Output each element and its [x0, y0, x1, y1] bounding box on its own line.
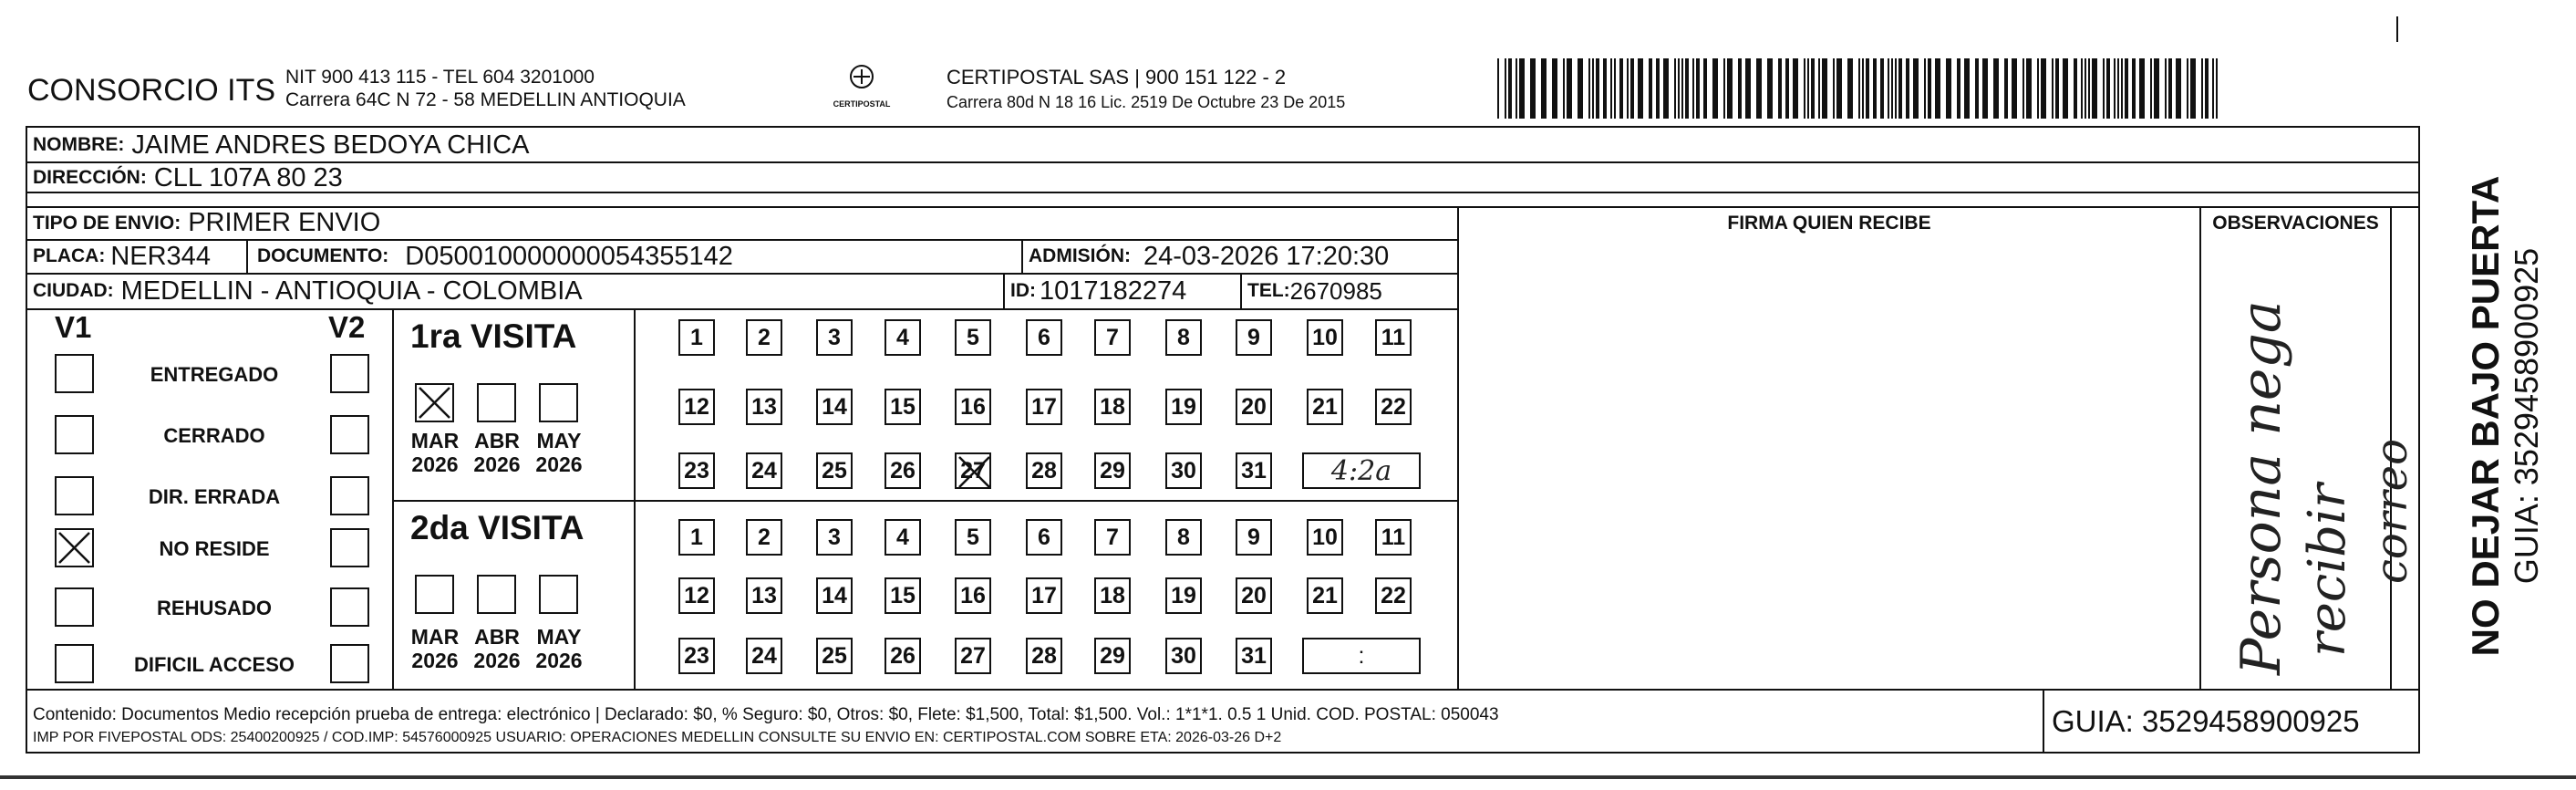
footer-line2: IMP POR FIVEPOSTAL ODS: 25400200925 / COD.IMP: 54576000925 USUARIO: OPERACIONES MEDELLIN CONSULTE SU ENVIO EN: CERTIPOSTAL.COM SOBRE ETA: 2026-03-26 D+2	[33, 730, 1282, 745]
barcode-bar	[1745, 58, 1751, 119]
barcode-bar	[1703, 58, 1707, 119]
barcode-bar	[1685, 58, 1689, 119]
day-box[interactable]: 2	[746, 519, 782, 556]
barcode-bar	[1858, 58, 1860, 119]
second-visit-title: 2da VISITA	[410, 509, 585, 546]
status-checkbox-v1[interactable]	[55, 587, 94, 627]
handwritten-note: correo	[2366, 439, 2417, 584]
barcode	[1497, 58, 2227, 119]
barcode-bar	[1681, 58, 1683, 119]
barcode-bar	[1738, 58, 1742, 119]
day-box[interactable]: 22	[1375, 389, 1412, 425]
status-checkbox-v2[interactable]	[330, 587, 369, 627]
handwritten-note: Persona nega	[2229, 300, 2293, 675]
barcode-bar	[1880, 58, 1884, 119]
barcode-bar	[1638, 58, 1643, 119]
day-box[interactable]: 9	[1236, 519, 1272, 556]
barcode-bar	[1627, 58, 1629, 119]
month-checkbox[interactable]	[539, 383, 578, 422]
day-box[interactable]: 22	[1375, 577, 1412, 614]
month-label: ABR 2026	[473, 429, 521, 476]
barcode-bar	[1822, 58, 1827, 119]
day-box[interactable]: 15	[885, 577, 921, 614]
id-cell	[1010, 274, 1186, 308]
barcode-bar	[1785, 58, 1789, 119]
barcode-bar	[2150, 58, 2152, 119]
day-box[interactable]: 26	[885, 638, 921, 674]
tel-label: TEL:	[1247, 280, 1290, 301]
barcode-bar	[2063, 58, 2068, 119]
carrier-info	[947, 66, 1345, 112]
day-box[interactable]: 12	[678, 577, 715, 614]
documento-label: DOCUMENTO:	[257, 245, 389, 266]
barcode-bar	[1610, 58, 1612, 119]
status-checkbox-v1[interactable]	[55, 415, 94, 454]
barcode-bar	[1946, 58, 1951, 119]
day-box[interactable]: 2	[746, 319, 782, 356]
barcode-bar	[1964, 58, 1970, 119]
placa-value: NER344	[110, 241, 211, 271]
month-checkbox[interactable]	[477, 575, 516, 614]
day-box[interactable]: 30	[1165, 452, 1202, 489]
day-box[interactable]: 18	[1094, 577, 1131, 614]
ciudad-value: MEDELLIN - ANTIOQUIA - COLOMBIA	[120, 275, 583, 306]
barcode-bar	[2212, 58, 2214, 119]
barcode-bar	[1712, 58, 1718, 119]
direccion-row	[33, 164, 343, 192]
day-box[interactable]: 11	[1375, 519, 1412, 556]
barcode-bar	[2103, 58, 2105, 119]
logo-icon	[843, 64, 880, 93]
barcode-bar	[1778, 58, 1782, 119]
status-checkbox-v2[interactable]	[330, 415, 369, 454]
barcode-bar	[2041, 58, 2046, 119]
barcode-bar	[2074, 58, 2077, 119]
day-box[interactable]: 31	[1236, 452, 1272, 489]
barcode-bar	[1588, 58, 1590, 119]
day-box[interactable]: 7	[1094, 519, 1131, 556]
barcode-bar	[1982, 58, 1988, 119]
tipo-label: TIPO DE ENVIO:	[33, 212, 181, 234]
first-visit-title: 1ra VISITA	[410, 317, 577, 355]
barcode-bar	[1928, 58, 1931, 119]
barcode-bar	[1804, 58, 1805, 119]
side-notice-line1: NO DEJAR BAJO PUERTA	[2464, 175, 2507, 657]
barcode-bar	[1592, 58, 1594, 119]
barcode-bar	[1723, 58, 1725, 119]
barcode-bar	[1619, 58, 1623, 119]
barcode-bar	[1552, 58, 1557, 119]
day-box[interactable]: 28	[1026, 638, 1062, 674]
day-box[interactable]: 10	[1307, 319, 1343, 356]
barcode-bar	[2132, 58, 2136, 119]
id-label: ID:	[1010, 280, 1036, 301]
barcode-bar	[2088, 58, 2090, 119]
barcode-bar	[1975, 58, 1979, 119]
side-notice	[2464, 97, 2555, 735]
month-checkbox[interactable]	[415, 383, 454, 422]
barcode-bar	[1656, 58, 1660, 119]
company-info-line2: Carrera 64C N 72 - 58 MEDELLIN ANTIOQUIA	[285, 89, 686, 110]
day-box[interactable]: 23	[678, 638, 715, 674]
barcode-bar	[1818, 58, 1820, 119]
handwritten-time: 4:2a	[1330, 454, 1392, 487]
day-box[interactable]: 20	[1236, 389, 1272, 425]
company-info	[285, 66, 686, 111]
barcode-bar	[1578, 58, 1583, 119]
placa-label: PLACA:	[33, 245, 106, 266]
status-checkbox-v1[interactable]	[55, 354, 94, 393]
day-box[interactable]: 4	[885, 519, 921, 556]
barcode-bar	[1756, 58, 1762, 119]
day-box[interactable]: 8	[1165, 519, 1202, 556]
barcode-bar	[1674, 58, 1676, 119]
day-box[interactable]: 31	[1236, 638, 1272, 674]
status-label: ENTREGADO	[150, 363, 279, 386]
barcode-bar	[1767, 58, 1773, 119]
day-box[interactable]: 20	[1236, 577, 1272, 614]
direccion-label: DIRECCIÓN:	[33, 167, 147, 188]
time-box[interactable]: :	[1302, 638, 1421, 674]
day-box[interactable]: 24	[746, 452, 782, 489]
day-box[interactable]: 21	[1307, 577, 1343, 614]
barcode-bar	[1924, 58, 1926, 119]
barcode-bar	[2125, 58, 2128, 119]
day-box[interactable]: 16	[955, 577, 991, 614]
barcode-bar	[1649, 58, 1652, 119]
documento-cell	[257, 240, 733, 273]
status-label: REHUSADO	[157, 597, 272, 619]
day-box[interactable]: 17	[1026, 389, 1062, 425]
day-box[interactable]: 17	[1026, 577, 1062, 614]
barcode-bar	[2037, 58, 2039, 119]
barcode-bar	[1906, 58, 1909, 119]
day-box[interactable]: 24	[746, 638, 782, 674]
status-label: DIFICIL ACCESO	[133, 653, 295, 676]
nombre-label: NOMBRE:	[33, 134, 125, 155]
month-checkbox[interactable]	[539, 575, 578, 614]
certipostal-logo	[830, 64, 894, 109]
barcode-bar	[1862, 58, 1864, 119]
direccion-value: CLL 107A 80 23	[153, 162, 343, 192]
edge-mark	[2396, 16, 2398, 42]
barcode-bar	[2201, 58, 2203, 119]
barcode-bar	[1833, 58, 1835, 119]
barcode-bar	[1516, 58, 1517, 119]
status-label: NO RESIDE	[159, 537, 270, 560]
barcode-bar	[2085, 58, 2086, 119]
barcode-bar	[1935, 58, 1940, 119]
day-box[interactable]: 5	[955, 319, 991, 356]
admision-value: 24-03-2026 17:20:30	[1143, 241, 1390, 271]
barcode-bar	[1993, 58, 1999, 119]
id-value: 1017182274	[1040, 275, 1187, 306]
firma-header: FIRMA QUIEN RECIBE	[1727, 212, 1931, 234]
barcode-bar	[1663, 58, 1669, 119]
day-box[interactable]: 8	[1165, 319, 1202, 356]
day-box[interactable]: 5	[955, 519, 991, 556]
barcode-bar	[1567, 58, 1572, 119]
barcode-bar	[2052, 58, 2054, 119]
day-box[interactable]: 15	[885, 389, 921, 425]
day-box[interactable]: 28	[1026, 452, 1062, 489]
barcode-bar	[1630, 58, 1634, 119]
barcode-bar	[1508, 58, 1512, 119]
barcode-bar	[1793, 58, 1798, 119]
barcode-bar	[1866, 58, 1869, 119]
barcode-bar	[2176, 58, 2181, 119]
scan-edge	[0, 775, 2576, 779]
status-checkbox-v2[interactable]	[330, 528, 369, 567]
day-box[interactable]: 6	[1026, 319, 1062, 356]
status-checkbox-v1[interactable]	[55, 528, 94, 567]
barcode-bar	[2106, 58, 2110, 119]
barcode-bar	[1541, 58, 1547, 119]
month-label: MAY 2026	[535, 625, 583, 672]
nombre-value: JAIME ANDRES BEDOYA CHICA	[131, 130, 530, 160]
tel-value: 2670985	[1289, 276, 1382, 305]
barcode-bar	[1530, 58, 1536, 119]
barcode-bar	[2165, 58, 2167, 119]
barcode-bar	[2055, 58, 2059, 119]
day-box[interactable]: 14	[816, 577, 853, 614]
ciudad-cell	[33, 274, 583, 308]
day-box[interactable]: 11	[1375, 319, 1412, 356]
ciudad-label: CIUDAD:	[33, 280, 114, 301]
day-box[interactable]: 12	[678, 389, 715, 425]
barcode-bar	[2121, 58, 2123, 119]
day-box[interactable]: 10	[1307, 519, 1343, 556]
barcode-bar	[1692, 58, 1694, 119]
month-checkbox[interactable]	[477, 383, 516, 422]
status-label: CERRADO	[163, 424, 265, 447]
status-checkbox-v2[interactable]	[330, 354, 369, 393]
barcode-bar	[1898, 58, 1902, 119]
documento-value: D050010000000054355142	[405, 241, 733, 271]
barcode-bar	[2026, 58, 2032, 119]
footer-line1: Contenido: Documentos Medio recepción prueba de entrega: electrónico | Declarado: $0, % Seguro: $0, Otros: $0, Flete: $1,500, Total: $1,500. Vol.: 1*1*1. 0.5 1 Unid. COD. POSTAL: 050043	[33, 705, 1499, 724]
barcode-bar	[1519, 58, 1525, 119]
day-box[interactable]: 30	[1165, 638, 1202, 674]
company-name: CONSORCIO ITS	[27, 73, 276, 108]
v1-label: V1	[55, 310, 92, 344]
barcode-bar	[2216, 58, 2218, 119]
barcode-bar	[1678, 58, 1680, 119]
barcode-bar	[2187, 58, 2188, 119]
barcode-bar	[1811, 58, 1815, 119]
barcode-bar	[1913, 58, 1919, 119]
day-box[interactable]: 18	[1094, 389, 1131, 425]
day-box[interactable]: 3	[816, 519, 853, 556]
barcode-bar	[2081, 58, 2083, 119]
logo-text: CERTIPOSTAL	[833, 99, 891, 109]
placa-cell	[33, 240, 211, 273]
barcode-bar	[1497, 58, 1499, 119]
barcode-bar	[2154, 58, 2159, 119]
tipo-row	[33, 207, 380, 239]
day-box[interactable]: 16	[955, 389, 991, 425]
barcode-bar	[2114, 58, 2116, 119]
handwritten-note: recibir	[2298, 483, 2357, 657]
month-label: MAY 2026	[535, 429, 583, 476]
day-box[interactable]: 3	[816, 319, 853, 356]
admision-label: ADMISIÓN:	[1029, 245, 1131, 266]
day-box[interactable]: 26	[885, 452, 921, 489]
barcode-bar	[1596, 58, 1599, 119]
day-box[interactable]: 1	[678, 319, 715, 356]
month-checkbox[interactable]	[415, 575, 454, 614]
day-box[interactable]: 7	[1094, 319, 1131, 356]
side-guia: GUIA: 3529458900925	[2508, 247, 2545, 585]
barcode-bar	[1505, 58, 1506, 119]
barcode-bar	[2023, 58, 2024, 119]
day-box[interactable]: 27	[955, 452, 991, 489]
day-box[interactable]: 29	[1094, 638, 1131, 674]
barcode-bar	[1888, 58, 1889, 119]
day-box[interactable]: 13	[746, 577, 782, 614]
status-checkbox-v2[interactable]	[330, 644, 369, 683]
barcode-bar	[1836, 58, 1842, 119]
carrier-line1: CERTIPOSTAL SAS | 900 151 122 - 2	[947, 66, 1287, 88]
company-info-line1: NIT 900 413 115 - TEL 604 3201000	[285, 67, 595, 88]
month-label: ABR 2026	[473, 625, 521, 672]
time-box[interactable]	[1302, 452, 1421, 489]
day-box[interactable]: 9	[1236, 319, 1272, 356]
barcode-bar	[1957, 58, 1960, 119]
barcode-bar	[1873, 58, 1877, 119]
barcode-bar	[1727, 58, 1733, 119]
day-box[interactable]: 25	[816, 638, 853, 674]
barcode-bar	[1696, 58, 1700, 119]
day-box[interactable]: 13	[746, 389, 782, 425]
barcode-bar	[2168, 58, 2172, 119]
day-box[interactable]: 25	[816, 452, 853, 489]
day-box[interactable]: 19	[1165, 577, 1202, 614]
barcode-bar	[1807, 58, 1809, 119]
day-box[interactable]: 21	[1307, 389, 1343, 425]
carrier-line2: Carrera 80d N 18 16 Lic. 2519 De Octubre 23 De 2015	[947, 93, 1346, 111]
footer-guia: GUIA: 3529458900925	[2052, 704, 2360, 738]
day-box[interactable]: 1	[678, 519, 715, 556]
tel-cell	[1247, 274, 1382, 308]
barcode-bar	[1847, 58, 1853, 119]
month-label: MAR 2026	[410, 625, 460, 672]
day-box[interactable]: 19	[1165, 389, 1202, 425]
day-box[interactable]: 6	[1026, 519, 1062, 556]
observaciones-header: OBSERVACIONES	[2212, 212, 2379, 234]
day-box[interactable]: 27	[955, 638, 991, 674]
barcode-bar	[2004, 58, 2008, 119]
barcode-bar	[2117, 58, 2119, 119]
nombre-row	[33, 130, 530, 161]
day-box[interactable]: 29	[1094, 452, 1131, 489]
status-label: DIR. ERRADA	[148, 485, 281, 508]
barcode-bar	[2205, 58, 2209, 119]
barcode-bar	[1891, 58, 1893, 119]
barcode-bar	[2012, 58, 2017, 119]
barcode-bar	[1603, 58, 1607, 119]
status-checkbox-v1[interactable]	[55, 476, 94, 515]
day-box[interactable]: 4	[885, 319, 921, 356]
status-checkbox-v2[interactable]	[330, 476, 369, 515]
v2-label: V2	[328, 310, 366, 344]
day-box[interactable]: 23	[678, 452, 715, 489]
status-checkbox-v1[interactable]	[55, 644, 94, 683]
admision-cell	[1029, 240, 1389, 273]
tipo-value: PRIMER ENVIO	[188, 208, 381, 237]
barcode-bar	[2139, 58, 2145, 119]
barcode-bar	[1563, 58, 1565, 119]
barcode-bar	[1895, 58, 1897, 119]
barcode-bar	[2092, 58, 2097, 119]
month-label: MAR 2026	[410, 429, 460, 476]
barcode-bar	[1614, 58, 1616, 119]
barcode-bar	[2190, 58, 2196, 119]
day-box[interactable]: 14	[816, 389, 853, 425]
